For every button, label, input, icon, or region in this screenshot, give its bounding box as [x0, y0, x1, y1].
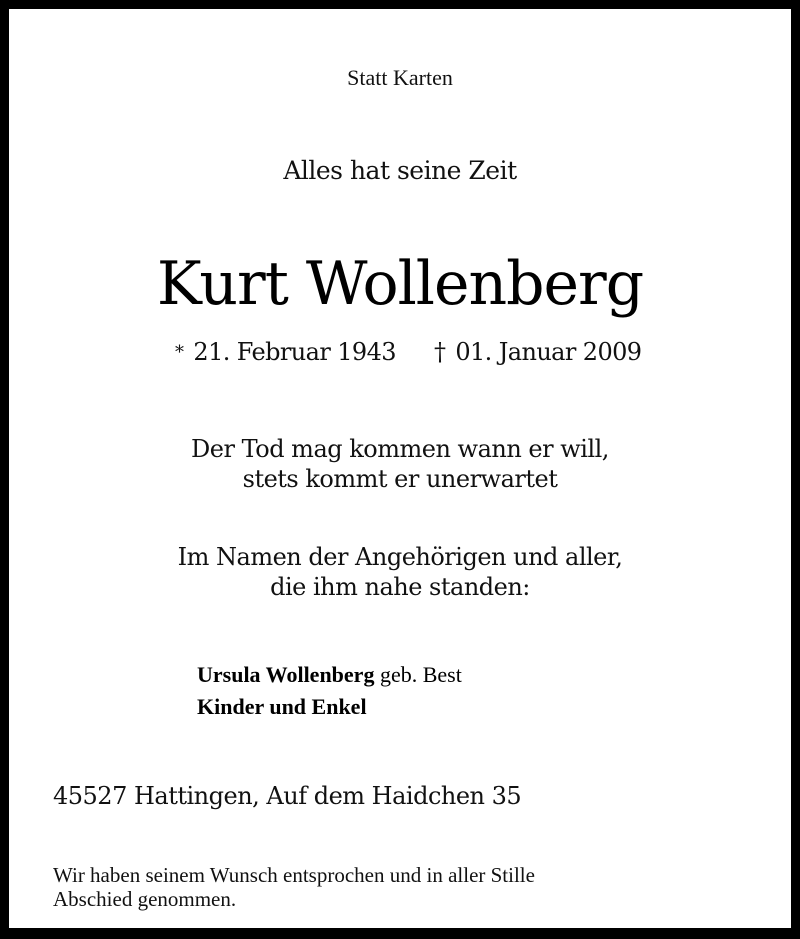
family-spouse	[197, 659, 462, 691]
quote-line-2: stets kommt er unerwartet	[242, 465, 558, 493]
quote-line-1: Der Tod mag kommen wann er will,	[191, 435, 609, 463]
address: 45527 Hattingen, Auf dem Haidchen 35	[53, 782, 522, 810]
motto: Alles hat seine Zeit	[283, 156, 517, 185]
birth-star-icon: *	[175, 342, 184, 363]
death-cross-icon: †	[433, 338, 446, 366]
closing-line-2: Abschied genommen.	[53, 887, 237, 911]
obituary-card	[9, 9, 791, 928]
closing-note	[53, 863, 535, 911]
spouse-maiden-name: geb. Best	[374, 662, 462, 687]
header-text: Statt Karten	[347, 65, 453, 90]
mourners-line-2: die ihm nahe standen:	[270, 573, 530, 601]
death-date: 01. Januar 2009	[455, 338, 642, 366]
closing-line-1: Wir haben seinem Wunsch entsprochen und in aller Stille	[53, 863, 535, 887]
quote	[9, 434, 791, 494]
mourners-line-1: Im Namen der Angehörigen und aller,	[177, 543, 623, 571]
deceased-name: Kurt Wollenberg	[156, 249, 644, 319]
spouse-name: Ursula Wollenberg	[197, 662, 375, 687]
family-list	[197, 659, 462, 723]
mourners-intro	[9, 542, 791, 602]
birth-date: 21. Februar 1943	[193, 338, 396, 366]
family-others: Kinder und Enkel	[197, 694, 367, 719]
life-dates	[175, 338, 641, 366]
